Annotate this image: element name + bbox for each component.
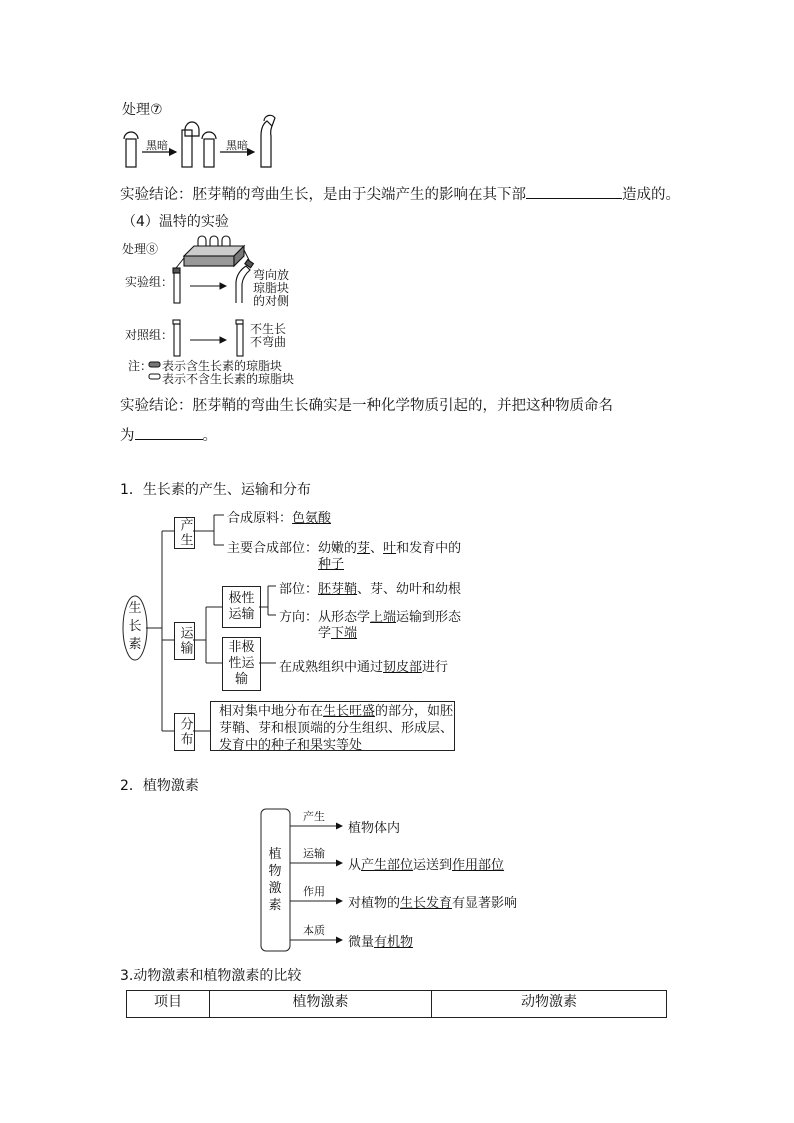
note-without-auxin: 表示不含生长素的琼脂块 (162, 372, 295, 386)
header-plant-hormone: 植物激素 (210, 991, 432, 1018)
nonpolar-transport-box: 非极性运输 (222, 637, 261, 691)
dark-label-2: 黑暗 (226, 139, 248, 152)
item-nature: 微量有机物 (348, 935, 414, 950)
polar-direction-line2: 学下端 (318, 626, 358, 641)
agar-without-auxin-icon (149, 374, 160, 379)
treatment-7-label: 处理⑦ (122, 102, 163, 118)
ctrl-group-coleoptile (173, 320, 180, 356)
answer-blank-2[interactable] (135, 425, 203, 440)
distribution-text-box: 相对集中地分布在生长旺盛的部分，如胚 芽鞘、芽和根顶端的分生组织、形成层、 发育中的种子和果实等处 (210, 701, 455, 751)
plant-hormone-root-label: 植物激素 (268, 847, 282, 913)
synthesis-site: 主要合成部位：幼嫩的芽、叶和发育中的 (227, 541, 462, 556)
auxin-root-label: 生长素 (128, 601, 142, 652)
item-produce: 植物体内 (348, 821, 401, 836)
produce-box: 产生 (174, 517, 195, 549)
exp-group-result: 弯向放 琼脂块 的对侧 (253, 268, 290, 308)
note-prefix: 注： (128, 359, 153, 373)
synthesis-site-seed: 种子 (318, 557, 345, 572)
distribution-box: 分布 (174, 713, 195, 751)
header-animal-hormone: 动物激素 (432, 991, 667, 1018)
went-conclusion-line1: 实验结论：胚芽鞘的弯曲生长确实是一种化学物质引起的，并把这种物质命名 (120, 398, 613, 414)
item-function: 对植物的生长发育有显著影响 (348, 896, 518, 911)
agar-block-with-tips (184, 236, 244, 266)
section2-title: 2．植物激素 (120, 778, 199, 794)
coleoptile-tip-offset-1 (182, 122, 199, 167)
went-conclusion-line2: 为 。 (120, 424, 217, 445)
ctrl-group-result: 不生长 不弯曲 (250, 322, 287, 349)
transport-box: 运输 (174, 622, 195, 660)
tag-transport: 运输 (303, 847, 325, 860)
raw-material: 合成原料：色氨酸 (227, 511, 332, 526)
header-item: 项目 (127, 991, 210, 1018)
ctrl-group-result-coleoptile (236, 320, 243, 356)
treatment-8-label: 处理⑧ (122, 242, 159, 256)
exp7-conclusion: 实验结论：胚芽鞘的弯曲生长，是由于尖端产生的影响在其下部 造成的。 (120, 183, 680, 204)
section3-title: 3.动物激素和植物激素的比较 (120, 968, 302, 984)
comparison-table (126, 990, 667, 1018)
nonpolar-text: 在成熟组织中通过韧皮部进行 (279, 660, 449, 675)
section1-title: 1．生长素的产生、运输和分布 (120, 482, 311, 498)
polar-transport-box: 极性运输 (222, 586, 261, 628)
exp-group-coleoptile (173, 268, 180, 303)
went-heading: （4）温特的实验 (122, 214, 229, 230)
exp-group-bent-coleoptile (236, 260, 253, 303)
polar-site: 部位：胚芽鞘、芽、幼叶和幼根 (279, 582, 462, 597)
exp-group-label: 实验组： (125, 275, 174, 289)
table-header-row (127, 991, 667, 1018)
tag-produce: 产生 (303, 810, 325, 823)
tag-nature: 本质 (303, 924, 325, 937)
ctrl-group-label: 对照组： (125, 328, 174, 342)
coleoptile-with-tip-2 (202, 132, 216, 167)
polar-direction: 方向：从形态学上端运输到形态 (279, 610, 462, 625)
coleoptile-with-tip-1 (124, 132, 138, 167)
item-transport: 从产生部位运送到作用部位 (348, 858, 505, 873)
note-with-auxin: 表示含生长素的琼脂块 (162, 359, 283, 373)
coleoptile-bent-1 (261, 115, 275, 167)
answer-blank-1[interactable] (526, 184, 622, 199)
tag-function: 作用 (303, 885, 325, 898)
dark-label-1: 黑暗 (146, 139, 168, 152)
